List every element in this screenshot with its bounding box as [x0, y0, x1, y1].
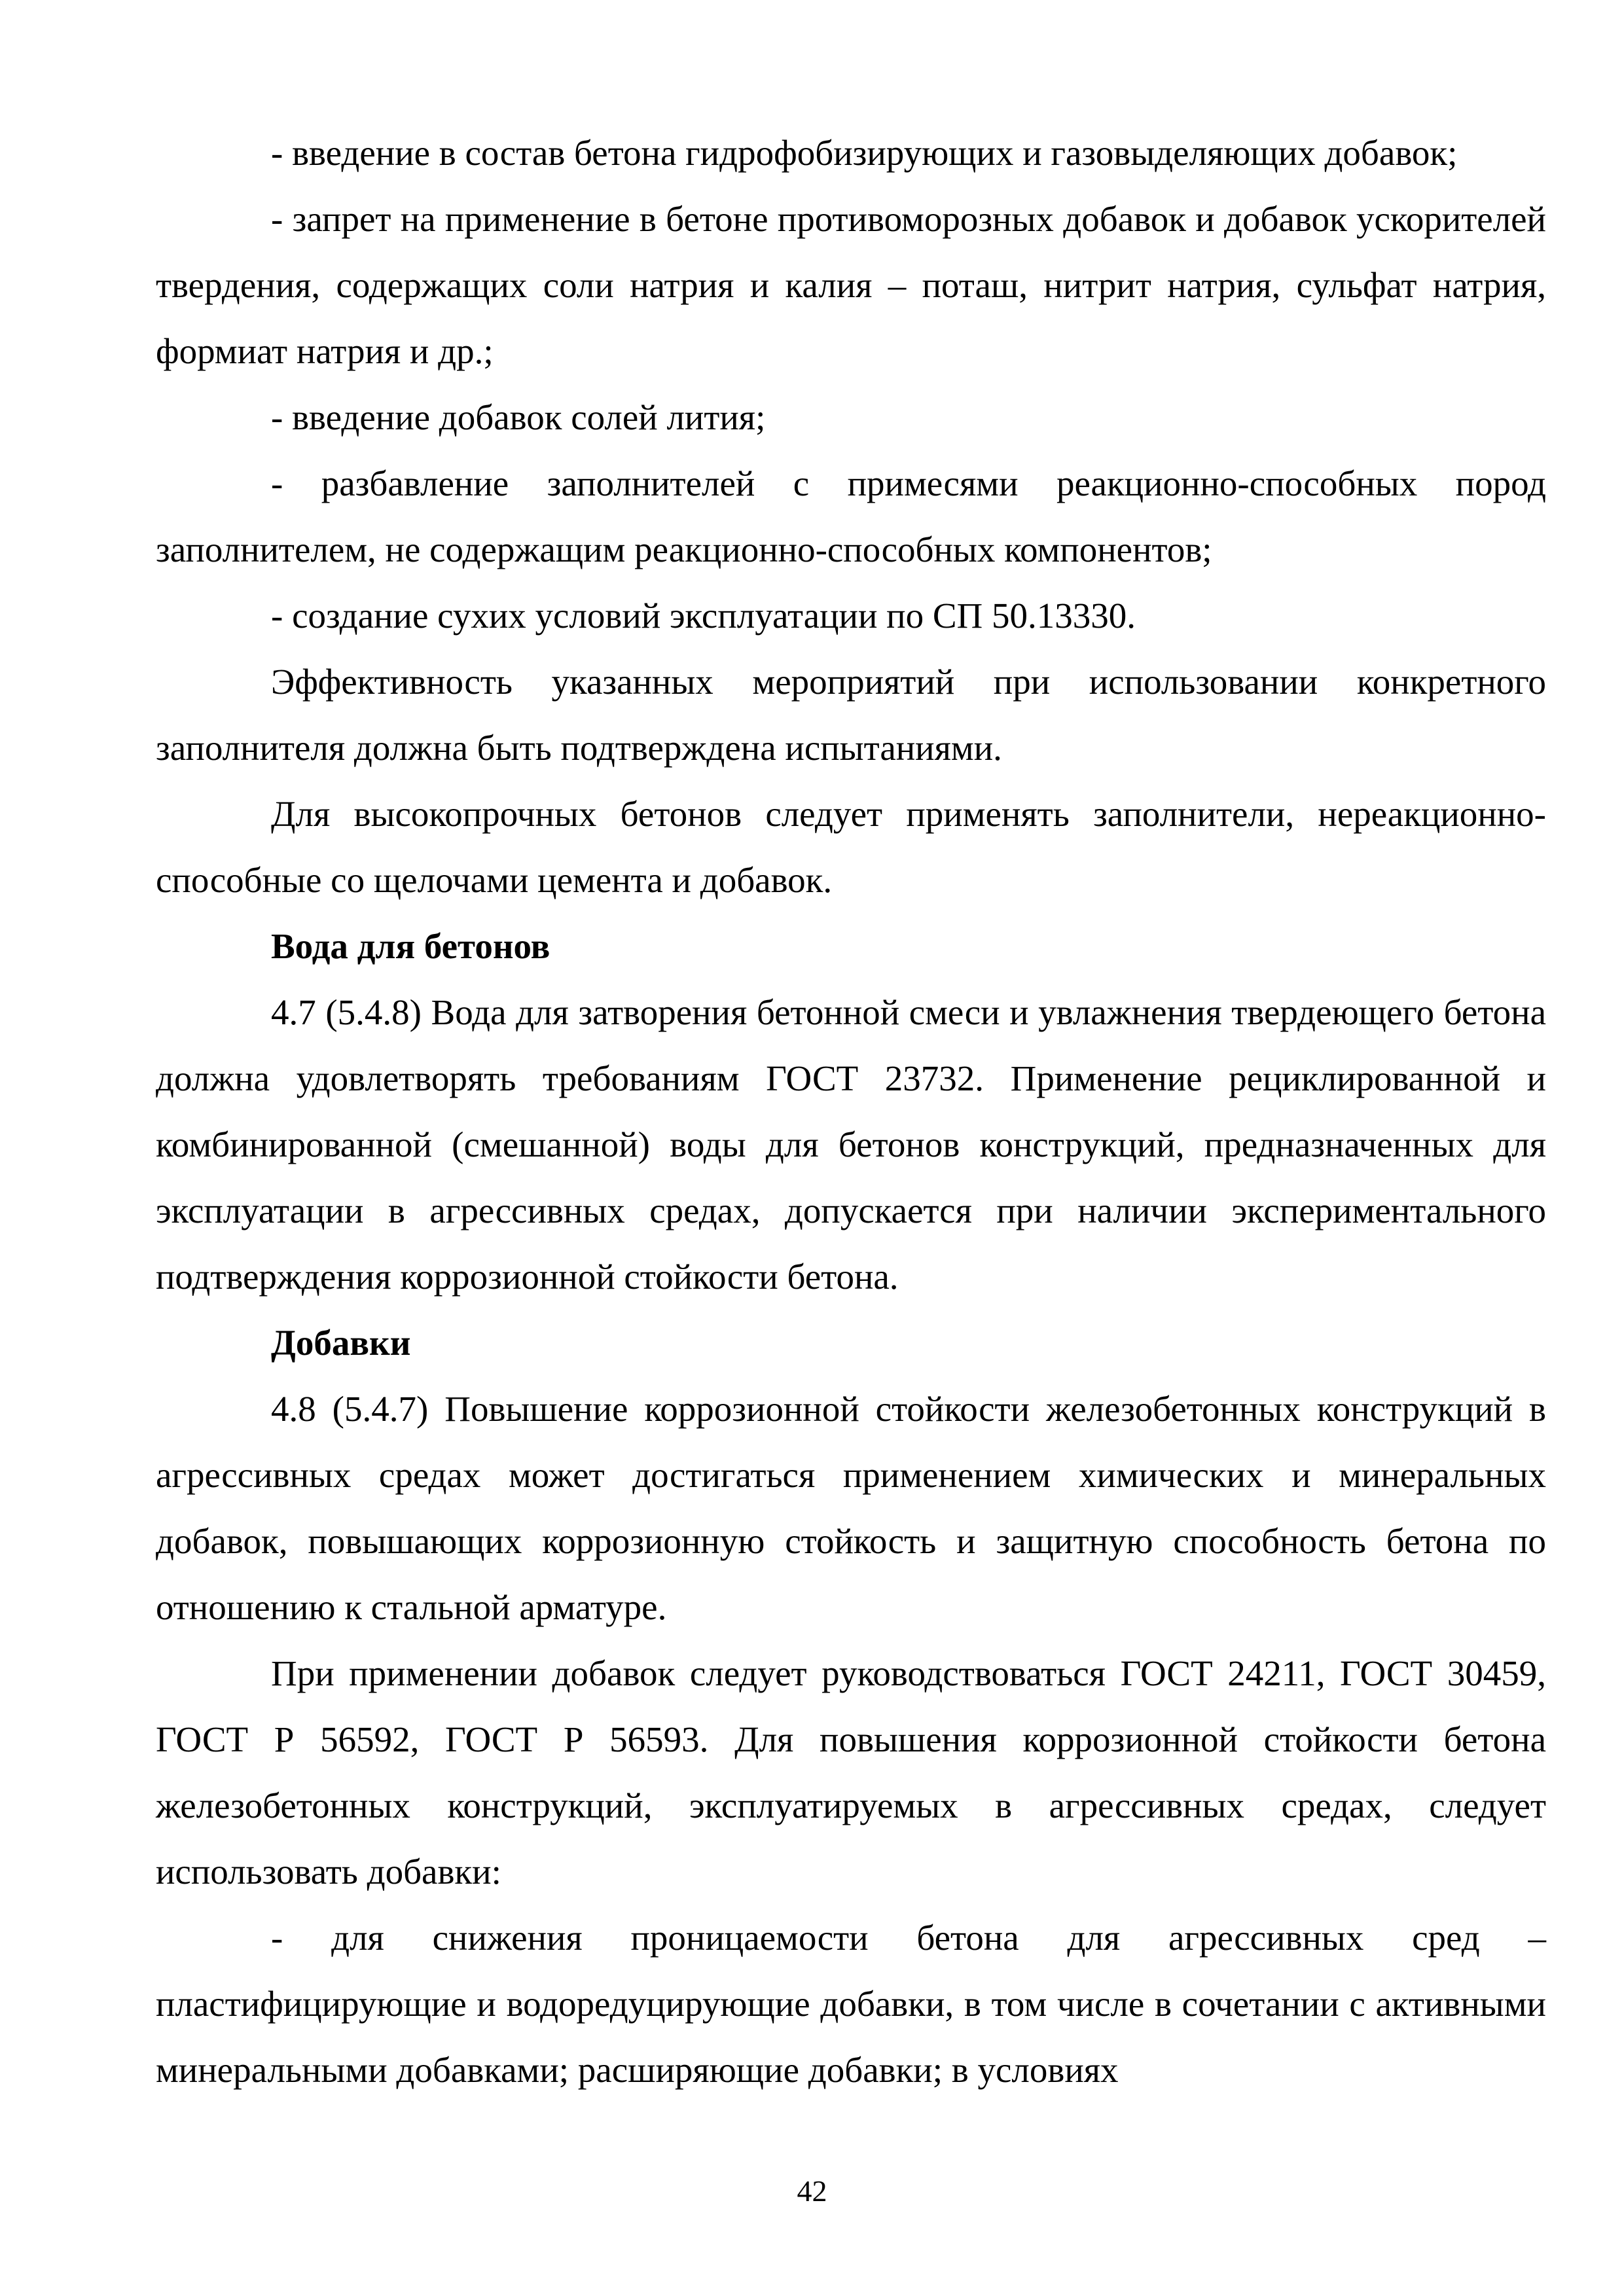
clause-4-8: 4.8 (5.4.7) Повышение коррозионной стойкости железобетонных конструкций в агрессивных средах может достигаться применением химических и минеральных добавок, повышающих коррозионную стойкость и защитную способность бетона по отношению к стальной арматуре.: [156, 1389, 1546, 1627]
bullet-hydrophobic-additives: - введение в состав бетона гидрофобизирующих и газовыделяющих добавок;: [271, 133, 1458, 173]
clause-4-7: 4.7 (5.4.8) Вода для затворения бетонной смеси и увлажнения твердеющего бетона должна удовлетворять требованиям ГОСТ 23732. Применение рециклированной и комбинированной (смешанной) воды для бетонов конструкций, предназначенных для эксплуатации в агрессивных средах, допускается при наличии экспериментального подтверждения коррозионной стойкости бетона.: [156, 992, 1546, 1297]
heading-water: Вода для бетонов: [271, 926, 550, 966]
bullet-antifreeze-ban: - запрет на применение в бетоне противоморозных добавок и добавок ускорителей твердения, содержащих соли натрия и калия – поташ, нитрит натрия, сульфат натрия, формиат натрия и др.;: [156, 199, 1546, 371]
paragraph-effectiveness: Эффективность указанных мероприятий при использовании конкретного заполнителя должна быть подтверждена испытаниями.: [156, 662, 1546, 768]
page-number: 42: [797, 2174, 827, 2208]
paragraph-high-strength-concrete: Для высокопрочных бетонов следует применять заполнители, нереакционно-способные со щелочами цемента и добавок.: [156, 794, 1546, 900]
bullet-lithium-salts: - введение добавок солей лития;: [271, 397, 766, 437]
heading-additives: Добавки: [271, 1323, 411, 1363]
bullet-dry-conditions: - создание сухих условий эксплуатации по СП 50.13330.: [271, 596, 1136, 636]
bullet-permeability-reduction: - для снижения проницаемости бетона для агрессивных сред – пластифицирующие и водоредуцирующие добавки, в том числе в сочетании с активными минеральными добавками; расширяющие добавки; в условиях: [156, 1918, 1546, 2090]
page-body: [156, 120, 1546, 2103]
paragraph-additives-standards: При применении добавок следует руководствоваться ГОСТ 24211, ГОСТ 30459, ГОСТ Р 56592, ГОСТ Р 56593. Для повышения коррозионной стойкости бетона железобетонных конструкций, эксплуатируемых в агрессивных средах, следует использовать добавки:: [156, 1653, 1546, 1892]
bullet-aggregate-dilution: - разбавление заполнителей с примесями реакционно-способных пород заполнителем, не содержащим реакционно-способных компонентов;: [156, 463, 1546, 569]
